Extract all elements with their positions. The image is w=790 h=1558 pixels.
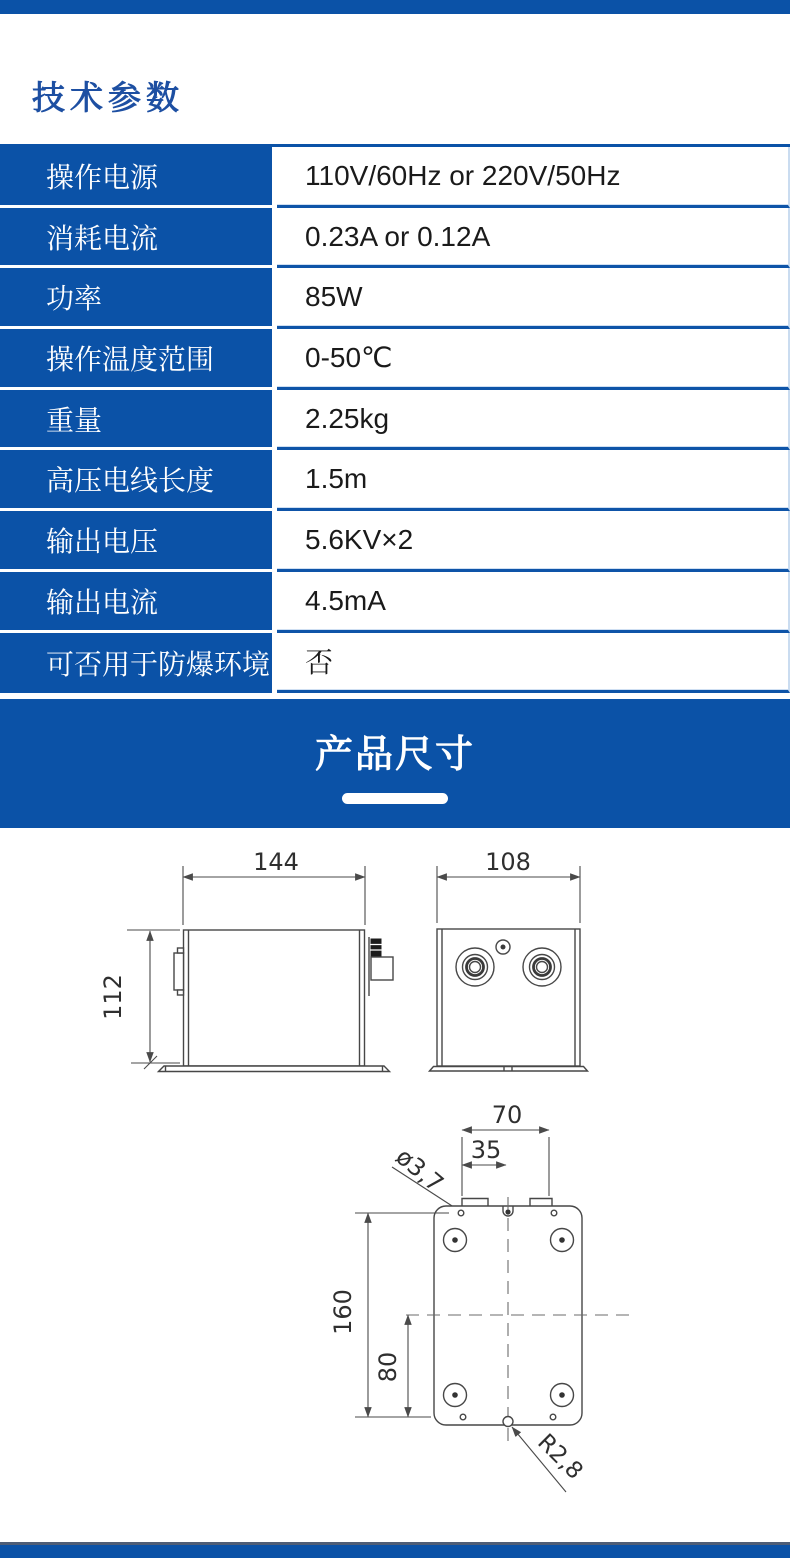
section-title: 产品尺寸 <box>314 734 475 776</box>
plate-length-dim: 160 <box>329 1289 357 1335</box>
spec-value: 1.5m <box>277 450 790 511</box>
table-row <box>0 572 790 633</box>
section-banner <box>0 699 790 828</box>
spec-label: 操作电源 <box>0 147 272 208</box>
spec-label: 输出电压 <box>0 511 272 572</box>
hv-terminal-knob <box>371 939 382 957</box>
table-row <box>0 450 790 511</box>
dimension-drawings <box>0 840 790 1542</box>
spec-label: 功率 <box>0 268 272 329</box>
title-underline <box>342 793 448 804</box>
spec-label: 操作温度范围 <box>0 329 272 390</box>
spec-value: 否 <box>277 633 790 694</box>
side-view-drawing <box>99 848 393 1072</box>
table-row <box>0 329 790 390</box>
spec-value: 0.23A or 0.12A <box>277 208 790 269</box>
table-row <box>0 147 790 208</box>
top-accent-bar <box>0 0 790 14</box>
spec-value: 5.6KV×2 <box>277 511 790 572</box>
plate-half-length-dim: 80 <box>374 1351 402 1383</box>
side-view-height-dim: 112 <box>99 974 127 1020</box>
footer-accent-bar <box>0 1545 790 1558</box>
side-view-width-dim: 144 <box>253 848 299 876</box>
side-connector <box>174 953 184 990</box>
spec-label: 高压电线长度 <box>0 450 272 511</box>
table-row <box>0 390 790 451</box>
front-view-drawing <box>430 848 588 1071</box>
spec-value: 0-50℃ <box>277 329 790 390</box>
table-row <box>0 268 790 329</box>
mounting-flange <box>159 1066 390 1072</box>
hole-diameter-dim: ø3,7 <box>390 1142 449 1198</box>
table-row <box>0 633 790 694</box>
side-terminal-block <box>371 957 393 980</box>
spec-value: 85W <box>277 268 790 329</box>
mount-width-dim: 70 <box>491 1101 523 1129</box>
table-row <box>0 208 790 269</box>
front-view-width-dim: 108 <box>485 848 531 876</box>
spec-value: 4.5mA <box>277 572 790 633</box>
spec-label: 消耗电流 <box>0 208 272 269</box>
spec-table <box>0 144 790 693</box>
spec-label: 输出电流 <box>0 572 272 633</box>
table-row <box>0 511 790 572</box>
spec-value: 110V/60Hz or 220V/50Hz <box>277 147 790 208</box>
spec-label: 重量 <box>0 390 272 451</box>
spec-label: 可否用于防爆环境 <box>0 633 272 694</box>
bottom-view-drawing <box>329 1101 632 1492</box>
page-title: 技术参数 <box>32 79 184 116</box>
corner-radius-dim: R2,8 <box>532 1429 588 1485</box>
mount-half-dim: 35 <box>470 1136 502 1164</box>
spec-value: 2.25kg <box>277 390 790 451</box>
